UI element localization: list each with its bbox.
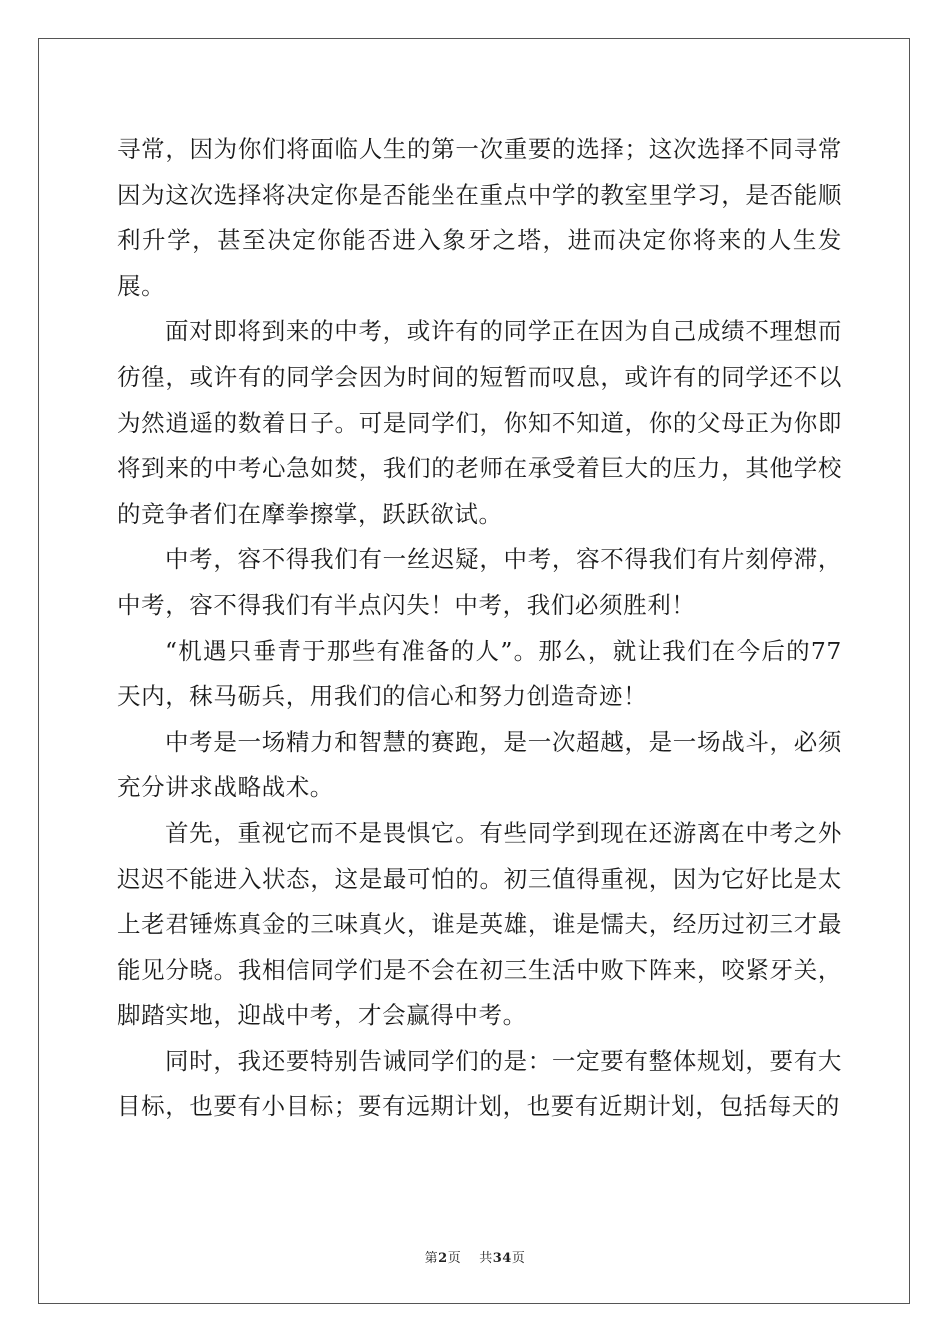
total-pages: 34 [492,1251,512,1266]
paragraph-4: “机遇只垂青于那些有准备的人”。那么，就让我们在今后的77天内，秣马砺兵，用我们的信心和努力创造奇迹！ [117,636,842,711]
page-footer [0,1247,950,1266]
paragraph-1: 寻常，因为你们将面临人生的第一次重要的选择；这次选择不同寻常因为这次选择将决定你是否能坐在重点中学的教室里学习，是否能顺利升学，甚至决定你能否进入象牙之塔，进而决定你将来的人生发展。 [117,135,842,300]
page-suffix: 页 [447,1251,462,1266]
paragraph-2: 面对即将到来的中考，或许有的同学正在因为自己成绩不理想而彷徨，或许有的同学会因为时间的短暂而叹息，或许有的同学还不以为然逍遥的数着日子。可是同学们，你知不知道，你的父母正为你即将到来的中考心急如焚，我们的老师在承受着巨大的压力，其他学校的竞争者们在摩拳擦掌，跃跃欲试。 [117,317,842,528]
paragraph-5: 中考是一场精力和智慧的赛跑，是一次超越，是一场战斗，必须充分讲求战略战术。 [117,727,842,802]
total-suffix: 页 [511,1251,526,1266]
page-number: 2 [438,1251,448,1266]
total-prefix: 共 [479,1251,493,1266]
document-body [117,127,842,1130]
paragraph-3: 中考，容不得我们有一丝迟疑，中考，容不得我们有片刻停滞，中考，容不得我们有半点闪失！中考，我们必须胜利！ [117,545,842,619]
paragraph-7: 同时，我还要特别告诫同学们的是：一定要有整体规划，要有大目标，也要有小目标；要有远期计划，也要有近期计划，包括每天的 [117,1046,842,1121]
paragraph-6: 首先，重视它而不是畏惧它。有些同学到现在还游离在中考之外迟迟不能进入状态，这是最可怕的。初三值得重视，因为它好比是太上老君锤炼真金的三味真火，谁是英雄，谁是懦夫，经历过初三才最能见分晓。我相信同学们是不会在初三生活中败下阵来，咬紧牙关，脚踏实地，迎战中考，才会赢得中考。 [117,818,842,1030]
page-prefix: 第 [424,1251,439,1266]
